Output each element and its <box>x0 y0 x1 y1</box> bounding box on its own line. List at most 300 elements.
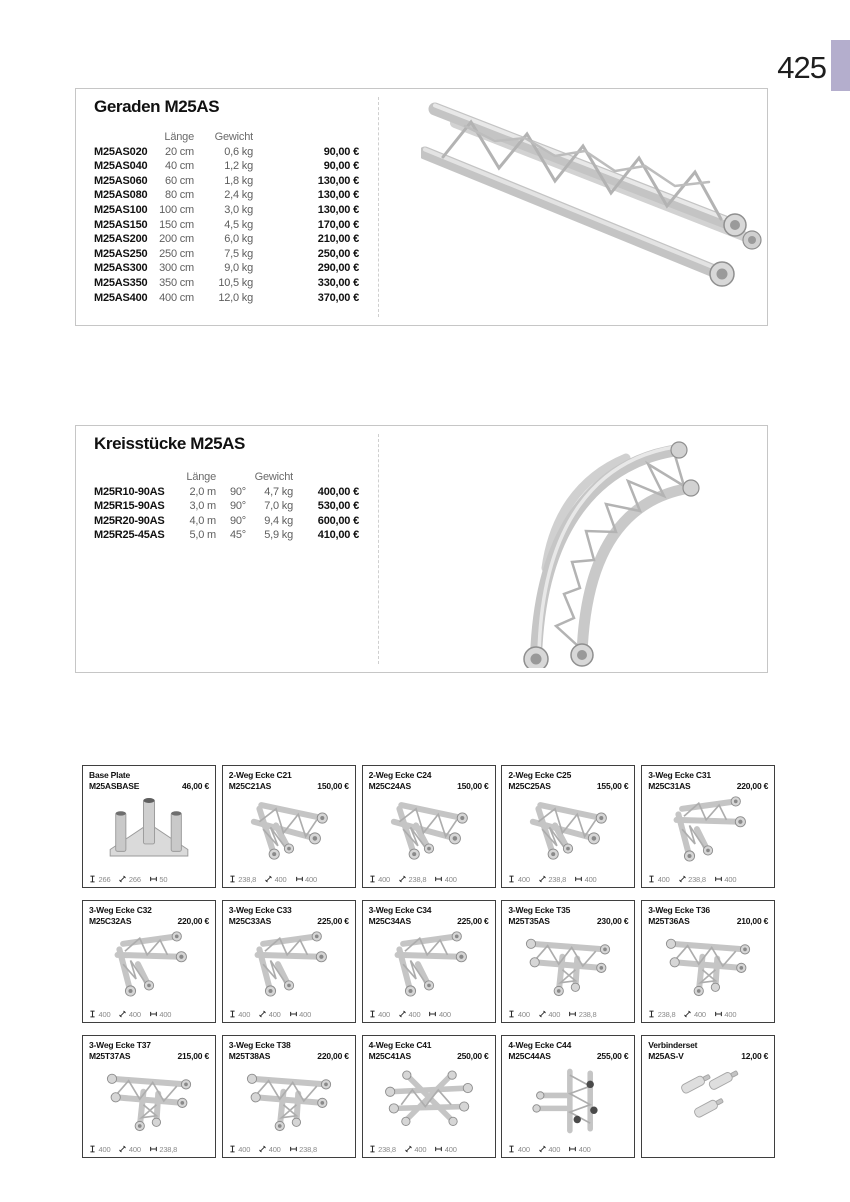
card-product-photo <box>89 1061 209 1140</box>
product-length: 400 cm <box>159 291 194 304</box>
product-sku: M25R10-90AS <box>94 485 165 498</box>
card-product-price: 12,00 € <box>741 1051 769 1062</box>
dimension-value: 238,8 <box>548 874 567 884</box>
card-product-name: 2-Weg Ecke C24 <box>368 770 432 780</box>
product-length: 2,0 m <box>189 485 216 498</box>
column-header-weight: Gewicht <box>214 131 253 143</box>
product-price: 130,00 € <box>317 189 359 202</box>
dimension-value: 400 <box>128 1009 141 1019</box>
dimension <box>405 1145 426 1154</box>
dimension-value: 238,8 <box>578 1009 597 1019</box>
dimension <box>229 875 256 884</box>
height-icon <box>648 875 655 883</box>
table-header-row <box>94 130 359 145</box>
product-price: 290,00 € <box>317 262 359 275</box>
dimension-value: 238,8 <box>159 1144 178 1154</box>
dimension-value: 400 <box>444 1144 457 1154</box>
card-product-price: 46,00 € <box>182 781 209 792</box>
product-angle: 45° <box>229 529 246 542</box>
diagonal-icon <box>539 1010 546 1018</box>
diagonal-icon <box>399 875 406 883</box>
dimension <box>684 1010 705 1019</box>
product-angle: 90° <box>229 485 246 498</box>
card-header <box>363 901 495 928</box>
card-product-name: 4-Weg Ecke C41 <box>368 1040 432 1050</box>
card-product-sku: M25C34AS <box>368 916 411 927</box>
product-length: 100 cm <box>159 203 194 216</box>
product-card <box>501 765 635 888</box>
product-sku: M25AS200 <box>94 233 148 246</box>
corner-t-photo <box>231 1064 347 1138</box>
dimension-value: 400 <box>548 1144 561 1154</box>
dimension <box>369 1145 396 1154</box>
width-icon <box>715 875 722 883</box>
card-product-name: 2-Weg Ecke C21 <box>228 770 292 780</box>
product-price: 210,00 € <box>317 233 359 246</box>
product-weight: 5,9 kg <box>264 529 293 542</box>
card-product-sku: M25C44AS <box>508 1051 551 1062</box>
product-length: 5,0 m <box>189 529 216 542</box>
table-row <box>94 528 359 543</box>
height-icon <box>508 1010 515 1018</box>
card-header <box>223 1036 355 1063</box>
diagonal-icon <box>399 1010 406 1018</box>
dimension <box>259 1010 280 1019</box>
card-dimensions <box>229 1009 351 1019</box>
product-card <box>222 765 356 888</box>
card-product-photo <box>508 791 628 870</box>
base-plate-photo <box>91 794 207 868</box>
product-weight: 4,7 kg <box>264 485 293 498</box>
width-icon <box>429 1010 436 1018</box>
dimension-value: 400 <box>128 1144 141 1154</box>
product-price: 90,00 € <box>323 145 359 158</box>
dimension <box>150 1010 171 1019</box>
dimension-value: 400 <box>268 1144 281 1154</box>
dimension-value: 400 <box>274 874 287 884</box>
corner-vertical-photo <box>510 1064 626 1138</box>
diagonal-icon <box>265 875 272 883</box>
product-price: 530,00 € <box>317 500 359 513</box>
product-card <box>641 1035 775 1158</box>
product-price: 250,00 € <box>317 247 359 260</box>
dimension <box>290 1010 311 1019</box>
table-row <box>94 145 359 160</box>
product-sku: M25R20-90AS <box>94 514 165 527</box>
card-product-price: 215,00 € <box>177 1051 209 1062</box>
width-icon <box>575 875 582 883</box>
product-price: 330,00 € <box>317 276 359 289</box>
width-icon <box>290 1145 297 1153</box>
product-length: 4,0 m <box>189 514 216 527</box>
card-product-name: Base Plate <box>89 770 130 780</box>
product-sku: M25AS400 <box>94 291 148 304</box>
dotted-divider <box>378 434 379 664</box>
straight-truss-photo <box>421 95 767 315</box>
diagonal-icon <box>119 875 126 883</box>
card-header <box>83 901 215 928</box>
product-card <box>641 765 775 888</box>
card-product-sku: M25C33AS <box>228 916 272 927</box>
diagonal-icon <box>539 875 546 883</box>
dimension-value: 400 <box>414 1144 427 1154</box>
card-dimensions <box>508 1009 630 1019</box>
card-product-price: 255,00 € <box>596 1051 629 1062</box>
diagonal-icon <box>259 1145 266 1153</box>
product-length: 250 cm <box>159 247 194 260</box>
product-weight: 1,2 kg <box>224 160 253 173</box>
dimension-value: 400 <box>438 1009 451 1019</box>
product-price: 410,00 € <box>317 529 359 542</box>
card-product-price: 155,00 € <box>596 781 629 792</box>
dimension <box>229 1010 250 1019</box>
product-weight: 7,5 kg <box>224 247 253 260</box>
dimension <box>539 1010 560 1019</box>
card-product-name: 2-Weg Ecke C25 <box>508 770 572 780</box>
card-product-price: 220,00 € <box>317 1051 349 1062</box>
dimension <box>89 1145 110 1154</box>
card-product-price: 220,00 € <box>177 916 209 927</box>
dimension-value: 400 <box>378 874 391 884</box>
product-card <box>362 765 496 888</box>
dimension <box>89 1010 110 1019</box>
table-row <box>94 188 359 203</box>
section-geraden <box>75 88 768 326</box>
column-header-length: Länge <box>186 471 216 483</box>
dimension <box>150 875 167 884</box>
card-product-photo <box>229 1061 349 1140</box>
card-product-sku: M25T38AS <box>228 1051 271 1062</box>
card-product-name: 3-Weg Ecke C31 <box>648 770 711 780</box>
card-product-sku: M25C25AS <box>508 781 551 792</box>
dimension-value: 238,8 <box>238 874 257 884</box>
card-product-name: 3-Weg Ecke C33 <box>228 905 292 915</box>
height-icon <box>369 1010 376 1018</box>
dimension <box>508 1010 529 1019</box>
table-row <box>94 291 359 306</box>
card-product-photo <box>648 1061 768 1140</box>
dimension <box>119 1145 140 1154</box>
dimension-value: 400 <box>578 1144 591 1154</box>
card-product-sku: M25T35AS <box>508 916 550 927</box>
product-weight: 7,0 kg <box>264 500 293 513</box>
product-sku: M25AS040 <box>94 160 148 173</box>
card-product-sku: M25C21AS <box>228 781 272 792</box>
product-card-grid <box>82 765 776 1158</box>
product-card <box>641 900 775 1023</box>
dimension <box>119 1010 140 1019</box>
card-header <box>363 766 495 793</box>
card-dimensions <box>369 1144 491 1154</box>
product-length: 300 cm <box>159 262 194 275</box>
card-product-photo <box>508 926 628 1005</box>
product-sku: M25R25-45AS <box>94 529 165 542</box>
dimension-value: 50 <box>159 874 168 884</box>
dimension <box>399 1010 420 1019</box>
dimension <box>89 875 110 884</box>
card-product-sku: M25AS-V <box>648 1051 684 1062</box>
dimension <box>429 1010 450 1019</box>
card-header <box>642 1036 774 1063</box>
card-header <box>83 766 215 793</box>
height-icon <box>229 1010 236 1018</box>
height-icon <box>648 1010 655 1018</box>
section-title: Geraden M25AS <box>94 97 220 116</box>
product-sku: M25AS350 <box>94 276 148 289</box>
card-product-price: 220,00 € <box>736 781 769 792</box>
dimension <box>648 875 669 884</box>
dimension <box>290 1145 317 1154</box>
product-price: 600,00 € <box>317 514 359 527</box>
card-product-photo <box>369 791 489 870</box>
height-icon <box>369 875 376 883</box>
product-length: 40 cm <box>165 160 194 173</box>
diagonal-icon <box>539 1145 546 1153</box>
dimension <box>539 875 566 884</box>
table-row <box>94 203 359 218</box>
diagonal-icon <box>259 1010 266 1018</box>
card-product-photo <box>89 791 209 870</box>
card-product-photo <box>229 791 349 870</box>
height-icon <box>369 1145 376 1153</box>
card-product-name: 3-Weg Ecke C32 <box>89 905 152 915</box>
product-sku: M25R15-90AS <box>94 500 165 513</box>
dimension-value: 238,8 <box>378 1144 396 1154</box>
product-angle: 90° <box>229 500 246 513</box>
card-dimensions <box>369 874 491 884</box>
card-product-photo <box>89 926 209 1005</box>
card-product-sku: M25C24AS <box>368 781 411 792</box>
card-product-price: 225,00 € <box>457 916 489 927</box>
corner-3way-photo <box>650 794 766 868</box>
dimension <box>435 1145 456 1154</box>
card-header <box>502 766 634 793</box>
product-card <box>501 1035 635 1158</box>
dimension <box>508 875 529 884</box>
card-dimensions <box>508 1144 630 1154</box>
card-product-price: 225,00 € <box>317 916 349 927</box>
product-length: 20 cm <box>165 145 194 158</box>
dimension-value: 266 <box>98 874 111 884</box>
table-row <box>94 499 359 514</box>
section-title: Kreisstücke M25AS <box>94 434 245 453</box>
diagonal-icon <box>679 875 686 883</box>
corner-2way-photo <box>231 794 347 868</box>
dimension <box>648 1010 675 1019</box>
width-icon <box>290 1010 297 1018</box>
product-weight: 2,4 kg <box>224 189 253 202</box>
dimension-value: 400 <box>268 1009 281 1019</box>
card-product-name: 3-Weg Ecke T37 <box>89 1040 151 1050</box>
product-weight: 10,5 kg <box>218 276 253 289</box>
dimension-value: 400 <box>548 1009 561 1019</box>
table-row <box>94 247 359 262</box>
card-header <box>642 901 774 928</box>
card-product-name: 3-Weg Ecke T38 <box>228 1040 291 1050</box>
dimension-value: 238,8 <box>688 874 706 884</box>
corner-t-photo <box>650 929 766 1003</box>
dotted-divider <box>378 97 379 317</box>
dimension-value: 400 <box>517 1144 530 1154</box>
card-product-photo <box>648 926 768 1005</box>
width-icon <box>435 1145 442 1153</box>
card-product-photo <box>369 926 489 1005</box>
card-product-price: 150,00 € <box>457 781 489 792</box>
product-weight: 4,5 kg <box>224 218 253 231</box>
height-icon <box>89 875 96 883</box>
dimension-value: 400 <box>378 1009 391 1019</box>
dimension-value: 400 <box>517 874 530 884</box>
width-icon <box>435 875 442 883</box>
diagonal-icon <box>119 1010 126 1018</box>
width-icon <box>150 1145 157 1153</box>
card-dimensions <box>229 1144 351 1154</box>
table-row <box>94 218 359 233</box>
corner-3way-photo <box>371 929 487 1003</box>
card-product-photo <box>369 1061 489 1140</box>
product-sku: M25AS250 <box>94 247 148 260</box>
product-length: 350 cm <box>159 276 194 289</box>
dimension <box>508 1145 529 1154</box>
product-length: 150 cm <box>159 218 194 231</box>
dimension <box>679 875 706 884</box>
dimension <box>259 1145 280 1154</box>
width-icon <box>715 1010 722 1018</box>
dimension-value: 400 <box>305 874 317 884</box>
height-icon <box>508 1145 515 1153</box>
card-dimensions <box>648 1144 770 1154</box>
width-icon <box>150 1010 157 1018</box>
card-dimensions <box>648 874 770 884</box>
table-row <box>94 276 359 291</box>
straight-truss-price-table <box>94 130 359 305</box>
product-card <box>222 900 356 1023</box>
card-product-sku: M25C31AS <box>648 781 691 792</box>
height-icon <box>508 875 515 883</box>
column-header-length: Länge <box>164 131 194 143</box>
product-length: 80 cm <box>165 189 194 202</box>
dimension-value: 400 <box>159 1009 172 1019</box>
card-product-photo <box>229 926 349 1005</box>
card-header <box>223 766 355 793</box>
table-row <box>94 174 359 189</box>
width-icon <box>569 1145 576 1153</box>
dimension-value: 400 <box>444 874 457 884</box>
product-price: 90,00 € <box>323 160 359 173</box>
dimension-value: 238,8 <box>299 1144 317 1154</box>
table-row <box>94 232 359 247</box>
diagonal-icon <box>684 1010 691 1018</box>
card-product-sku: M25C41AS <box>368 1051 411 1062</box>
product-card <box>362 1035 496 1158</box>
dimension <box>119 875 140 884</box>
corner-t-photo <box>91 1064 207 1138</box>
product-weight: 1,8 kg <box>224 174 253 187</box>
product-angle: 90° <box>229 514 246 527</box>
card-product-sku: M25T37AS <box>89 1051 131 1062</box>
dimension-value: 266 <box>128 874 141 884</box>
dimension-value: 400 <box>238 1144 251 1154</box>
width-icon <box>569 1010 576 1018</box>
card-header <box>502 901 634 928</box>
dimension-value: 400 <box>724 874 737 884</box>
width-icon <box>296 875 303 883</box>
dimension <box>569 1145 590 1154</box>
product-card <box>82 765 216 888</box>
product-card <box>362 900 496 1023</box>
card-dimensions <box>89 874 211 884</box>
dimension-value: 400 <box>657 874 670 884</box>
corner-3way-photo <box>91 929 207 1003</box>
card-product-price: 150,00 € <box>317 781 349 792</box>
dimension <box>369 875 390 884</box>
dimension-value: 238,8 <box>657 1009 676 1019</box>
product-price: 130,00 € <box>317 174 359 187</box>
product-card <box>82 1035 216 1158</box>
card-product-sku: M25ASBASE <box>89 781 140 792</box>
card-dimensions <box>229 874 351 884</box>
corner-t-photo <box>510 929 626 1003</box>
width-icon <box>150 875 157 883</box>
product-sku: M25AS080 <box>94 189 148 202</box>
card-dimensions <box>648 1009 770 1019</box>
dimension-value: 400 <box>693 1009 706 1019</box>
dimension-value: 400 <box>584 874 597 884</box>
product-sku: M25AS100 <box>94 203 148 216</box>
diagonal-icon <box>405 1145 412 1153</box>
height-icon <box>89 1010 96 1018</box>
product-card <box>501 900 635 1023</box>
table-row <box>94 159 359 174</box>
dimension-value: 400 <box>724 1009 737 1019</box>
table-row <box>94 485 359 500</box>
product-sku: M25AS020 <box>94 145 148 158</box>
card-dimensions <box>508 874 630 884</box>
product-sku: M25AS060 <box>94 174 148 187</box>
card-product-sku: M25T36AS <box>648 916 690 927</box>
dimension <box>229 1145 250 1154</box>
product-weight: 3,0 kg <box>224 203 253 216</box>
product-weight: 0,6 kg <box>224 145 253 158</box>
table-header-row <box>94 470 359 485</box>
dimension-value: 400 <box>238 1009 251 1019</box>
card-header <box>223 901 355 928</box>
card-product-price: 210,00 € <box>736 916 769 927</box>
product-price: 400,00 € <box>317 485 359 498</box>
dimension <box>569 1010 596 1019</box>
product-sku: M25AS300 <box>94 262 148 275</box>
dimension <box>399 875 426 884</box>
card-product-price: 250,00 € <box>457 1051 489 1062</box>
card-product-photo <box>648 791 768 870</box>
product-card <box>82 900 216 1023</box>
dimension-value: 400 <box>98 1009 111 1019</box>
product-weight: 6,0 kg <box>224 233 253 246</box>
connector-set-photo <box>650 1064 766 1138</box>
cross-4way-photo <box>371 1064 487 1138</box>
card-dimensions <box>89 1144 211 1154</box>
curved-truss-photo <box>476 436 714 668</box>
product-length: 200 cm <box>159 233 194 246</box>
card-product-photo <box>508 1061 628 1140</box>
product-price: 170,00 € <box>317 218 359 231</box>
dimension <box>715 875 736 884</box>
card-product-name: 3-Weg Ecke T35 <box>508 905 571 915</box>
column-header-weight: Gewicht <box>254 471 293 483</box>
page-number: 425 <box>777 50 826 85</box>
product-sku: M25AS150 <box>94 218 148 231</box>
dimension-value: 400 <box>98 1144 111 1154</box>
